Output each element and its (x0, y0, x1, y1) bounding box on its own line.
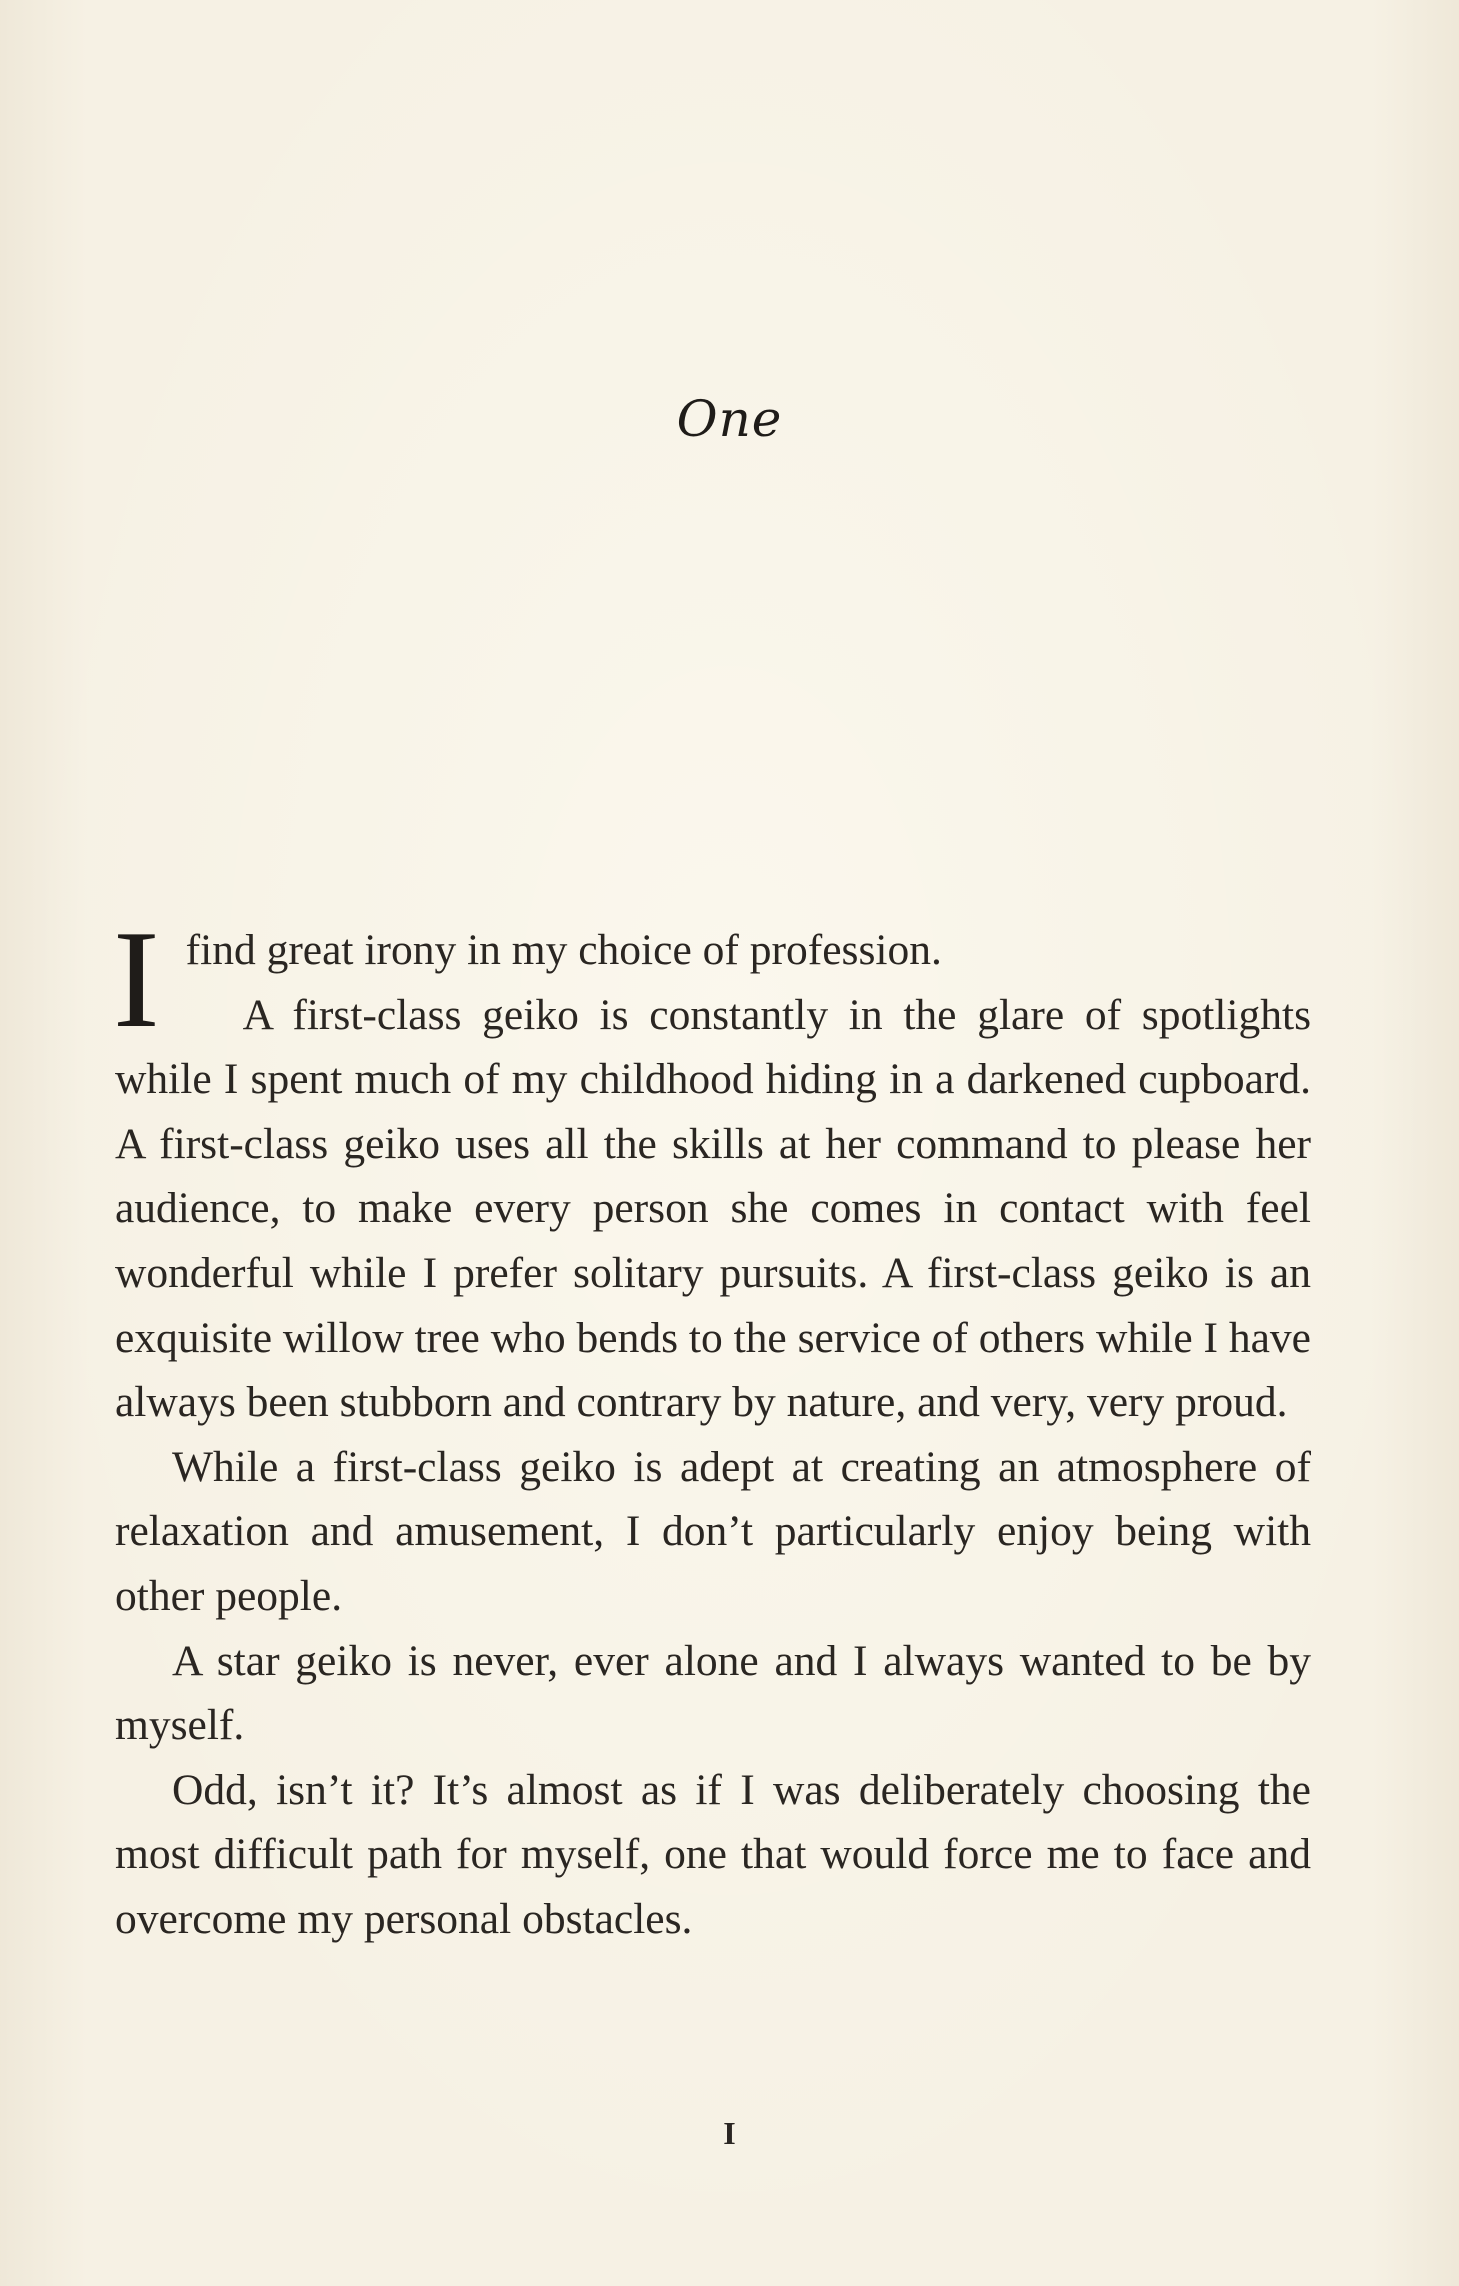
drop-cap: I (113, 902, 160, 1057)
chapter-body (113, 902, 1311, 1952)
paragraph-opening (113, 902, 1311, 1057)
opening-line: find great irony in my choice of profession. (185, 926, 942, 974)
chapter-title: One (676, 390, 783, 448)
paragraph: While a first-class geiko is adept at creating an atmosphere of relaxation and amusement, I don’t particularly enjoy being with other people. (115, 1442, 1311, 1620)
paragraph: A star geiko is never, ever alone and I always wanted to be by myself. (115, 1636, 1311, 1750)
paragraph: Odd, isn’t it? It’s almost as if I was deliberately choosing the most difficult path for myself, one that would force me to face and overcome my personal obstacles. (115, 1765, 1311, 1943)
paragraph: A first-class geiko is constantly in the glare of spotlights while I spent much of my childhood hiding in a darkened cupboard. A first-class geiko uses all the skills at her command to please her audience, to make every person she comes in contact with feel wonderful while I prefer solitary pursuits. A first-class geiko is an exquisite willow tree who bends to the service of others while I have always been stubborn and contrary by nature, and very, very proud. (115, 990, 1311, 1427)
page-number: I (723, 2115, 736, 2151)
